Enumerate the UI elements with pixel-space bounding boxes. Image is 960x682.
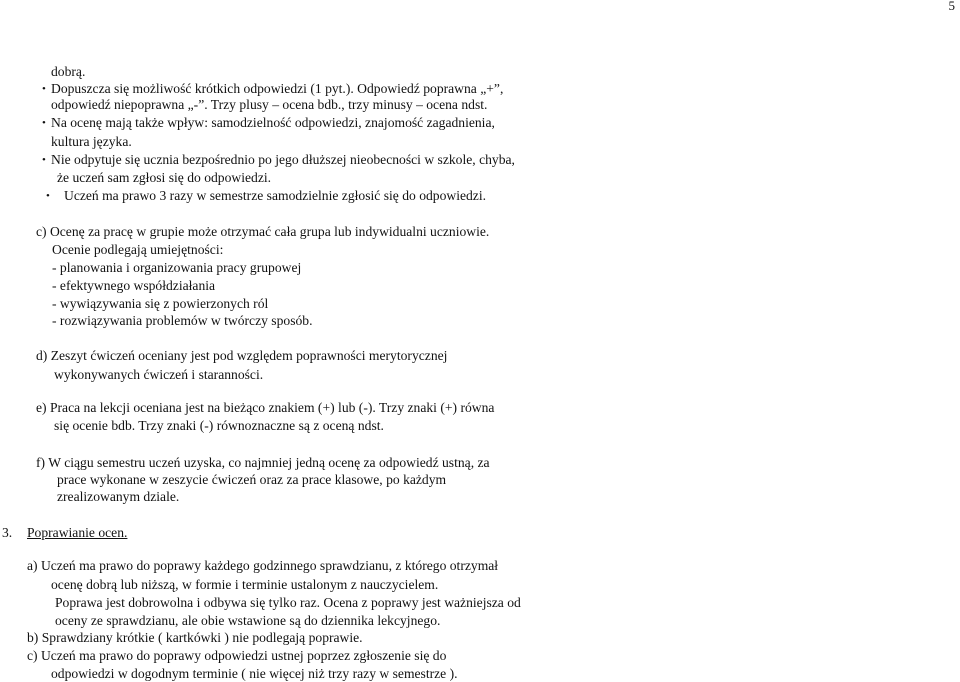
text-line: - wywiązywania się z powierzonych ról xyxy=(52,296,269,311)
text-line: c) Ocenę za pracę w grupie może otrzymać cała grupa lub indywidualni uczniowie. xyxy=(36,224,490,239)
text-line: prace wykonane w zeszycie ćwiczeń oraz za prace klasowe, po każdym xyxy=(57,472,447,487)
text-line: - rozwiązywania problemów w twórczy sposób. xyxy=(52,313,313,328)
text-line: oceny ze sprawdzianu, ale obie wstawione są do dziennika lekcyjnego. xyxy=(55,613,441,628)
section-number: 3. xyxy=(2,525,13,540)
text-line: - efektywnego współdziałania xyxy=(52,278,216,293)
page-number: 5 xyxy=(948,0,955,13)
text-line: kultura języka. xyxy=(51,134,132,149)
text-line: dobrą. xyxy=(51,64,86,79)
text-line: Uczeń ma prawo 3 razy w semestrze samodzielnie zgłosić się do odpowiedzi. xyxy=(64,188,487,203)
text-line: odpowiedź niepoprawna „-”. Trzy plusy – ocena bdb., trzy minusy – ocena ndst. xyxy=(51,97,488,112)
bullet-icon: • xyxy=(42,117,46,129)
text-line: d) Zeszyt ćwiczeń oceniany jest pod względem poprawności merytorycznej xyxy=(36,348,448,363)
text-line: zrealizowanym dziale. xyxy=(57,489,180,504)
bullet-icon: • xyxy=(42,154,46,166)
text-line: Poprawa jest dobrowolna i odbywa się tylko raz. Ocena z poprawy jest ważniejsza od xyxy=(55,595,521,610)
text-line: a) Uczeń ma prawo do poprawy każdego godzinnego sprawdzianu, z którego otrzymał xyxy=(27,558,499,573)
text-line: odpowiedzi w dogodnym terminie ( nie więcej niż trzy razy w semestrze ). xyxy=(51,666,458,681)
text-line: Na ocenę mają także wpływ: samodzielność odpowiedzi, znajomość zagadnienia, xyxy=(51,115,495,130)
text-line: że uczeń sam zgłosi się do odpowiedzi. xyxy=(57,170,272,185)
text-line: f) W ciągu semestru uczeń uzyska, co najmniej jedną ocenę za odpowiedź ustną, za xyxy=(36,455,490,470)
text-line: Dopuszcza się możliwość krótkich odpowiedzi (1 pyt.). Odpowiedź poprawna „+”, xyxy=(51,81,504,96)
text-line: Ocenie podlegają umiejętności: xyxy=(52,242,224,257)
text-line: się ocenie bdb. Trzy znaki (-) równoznaczne są z oceną ndst. xyxy=(54,418,384,433)
text-line: - planowania i organizowania pracy grupowej xyxy=(52,260,302,275)
section-title: Poprawianie ocen. xyxy=(27,525,128,540)
text-line: ocenę dobrą lub niższą, w formie i terminie ustalonym z nauczycielem. xyxy=(51,577,439,592)
text-line: wykonywanych ćwiczeń i staranności. xyxy=(54,367,264,382)
bullet-icon: • xyxy=(42,83,46,95)
text-line: c) Uczeń ma prawo do poprawy odpowiedzi ustnej poprzez zgłoszenie się do xyxy=(27,648,447,663)
text-line: b) Sprawdziany krótkie ( kartkówki ) nie podlegają poprawie. xyxy=(27,630,363,645)
bullet-icon: • xyxy=(46,190,50,202)
text-line: e) Praca na lekcji oceniana jest na bieżąco znakiem (+) lub (-). Trzy znaki (+) równa xyxy=(36,400,495,415)
text-line: Nie odpytuje się ucznia bezpośrednio po jego dłuższej nieobecności w szkole, chyba, xyxy=(51,152,515,167)
